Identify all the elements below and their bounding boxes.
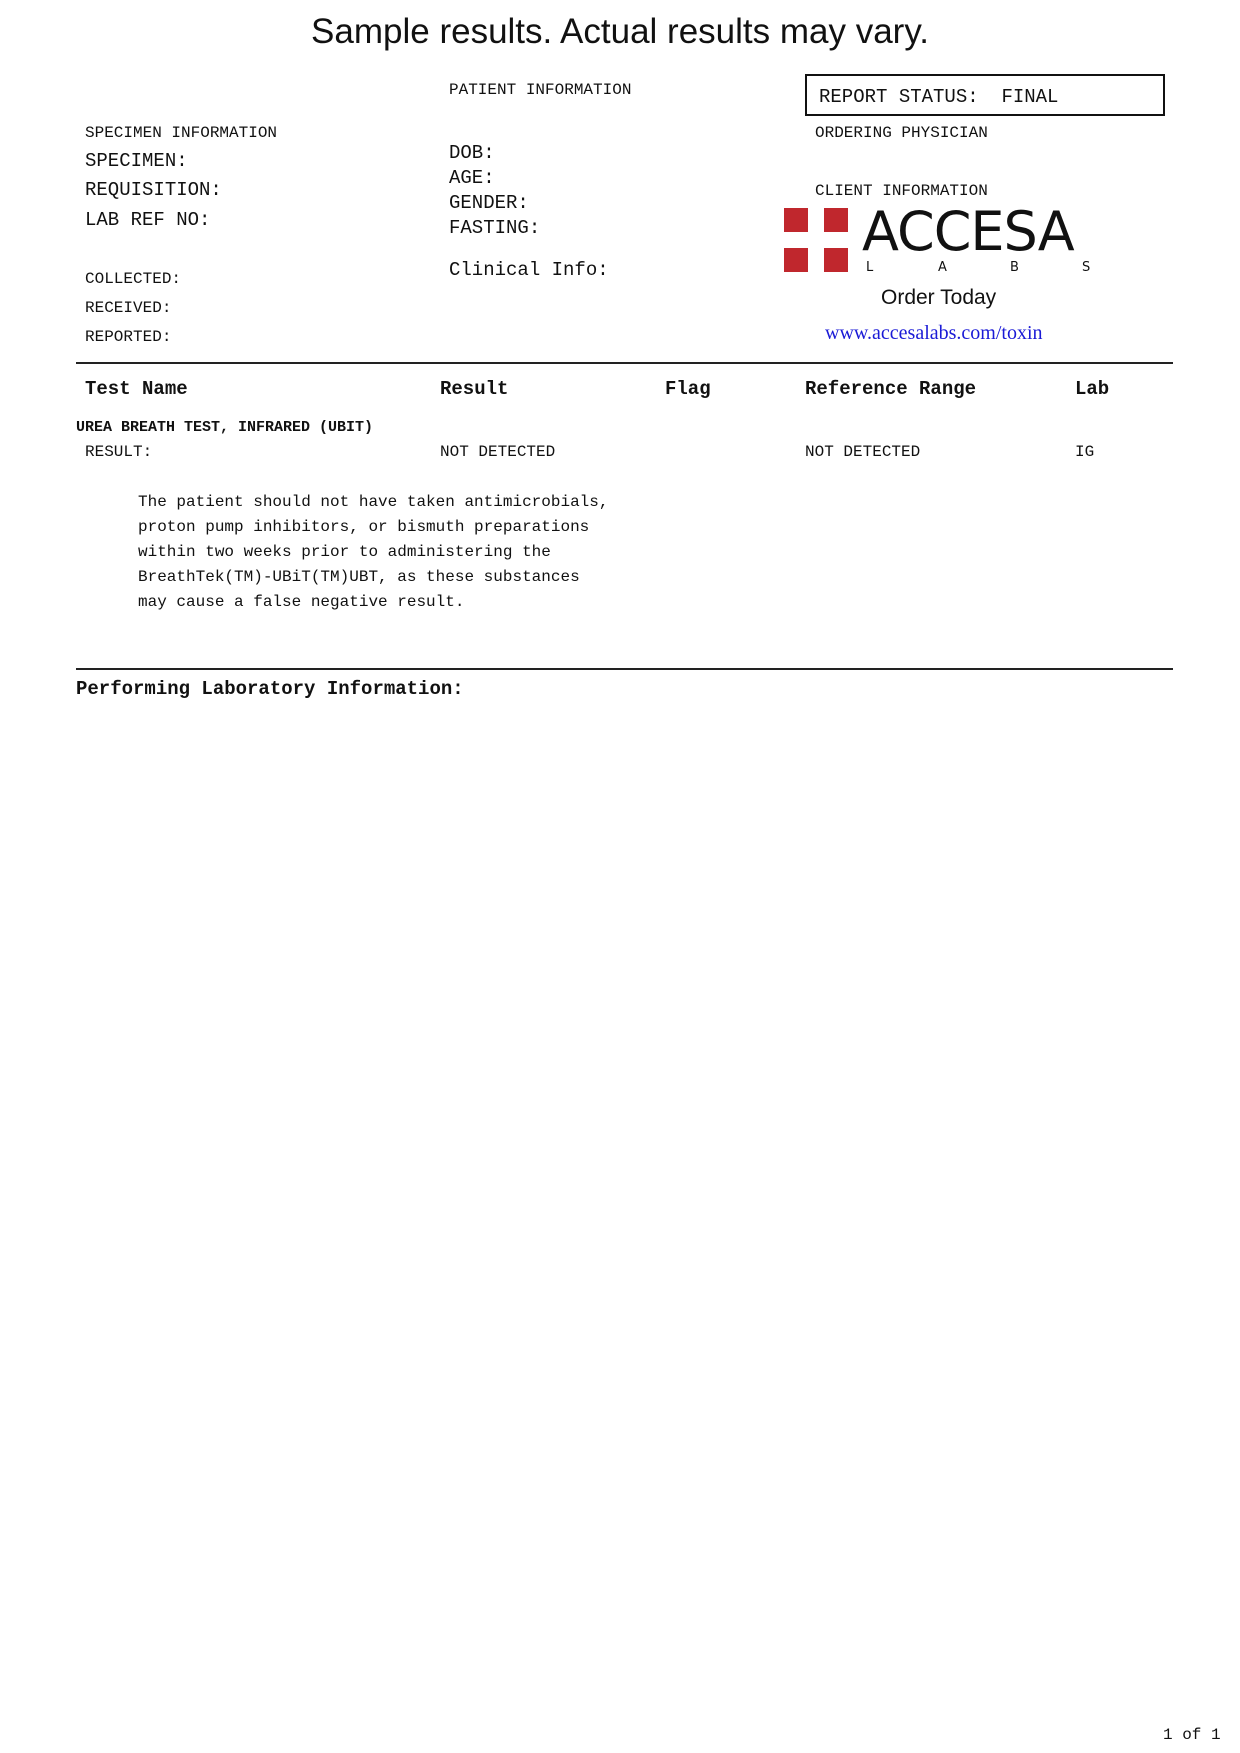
received-label: RECEIVED:	[85, 299, 172, 317]
order-today-text: Order Today	[881, 286, 997, 309]
fasting-label: FASTING:	[449, 217, 541, 239]
sample-results-banner: Sample results. Actual results may vary.	[311, 12, 929, 51]
result-row-reference: NOT DETECTED	[805, 443, 921, 461]
specimen-label: SPECIMEN:	[85, 150, 188, 172]
report-status-box	[805, 74, 1165, 116]
ordering-physician-heading: ORDERING PHYSICIAN	[815, 124, 988, 142]
column-header-result: Result	[440, 378, 509, 400]
test-note: The patient should not have taken antimicrobials, proton pump inhibitors, or bismuth preparations within two weeks prior to administering the BreathTek(TM)-UBiT(TM)UBT, as these substances may cause a false negative result.	[138, 493, 609, 611]
result-row-value: NOT DETECTED	[440, 443, 556, 461]
column-header-lab: Lab	[1075, 378, 1110, 400]
logo-letter: S	[1082, 260, 1091, 275]
accesa-logo-labs	[866, 260, 1154, 275]
page-number: 1 of 1	[1163, 1726, 1221, 1744]
result-row-lab: IG	[1075, 443, 1095, 461]
dob-label: DOB:	[449, 142, 495, 164]
logo-letter: L	[866, 260, 874, 275]
specimen-info-heading: SPECIMEN INFORMATION	[85, 124, 278, 142]
collected-label: COLLECTED:	[85, 270, 182, 288]
age-label: AGE:	[449, 167, 495, 189]
test-title: UREA BREATH TEST, INFRARED (UBIT)	[76, 419, 374, 436]
accesa-cross-logo-icon	[784, 208, 848, 272]
clinical-info-label: Clinical Info:	[449, 259, 609, 281]
logo-letter: B	[1010, 260, 1019, 275]
header-divider	[76, 362, 1173, 364]
requisition-label: REQUISITION:	[85, 179, 222, 201]
gender-label: GENDER:	[449, 192, 529, 214]
report-status-label: REPORT STATUS:	[819, 86, 979, 108]
results-divider	[76, 668, 1173, 670]
accesa-logo-wordmark: ACCESA	[862, 200, 1074, 263]
column-header-flag: Flag	[665, 378, 711, 400]
report-status-value: FINAL	[1001, 86, 1059, 108]
client-info-heading: CLIENT INFORMATION	[815, 182, 988, 200]
column-header-reference-range: Reference Range	[805, 378, 977, 400]
lab-ref-label: LAB REF NO:	[85, 209, 211, 231]
accesa-toxin-link[interactable]: www.accesalabs.com/toxin	[825, 322, 1043, 344]
patient-info-heading: PATIENT INFORMATION	[449, 81, 632, 99]
reported-label: REPORTED:	[85, 328, 172, 346]
logo-letter: A	[938, 260, 947, 275]
result-row-name: RESULT:	[85, 443, 153, 461]
performing-lab-heading: Performing Laboratory Information:	[76, 678, 464, 700]
report-status	[819, 86, 1058, 108]
column-header-test-name: Test Name	[85, 378, 188, 400]
